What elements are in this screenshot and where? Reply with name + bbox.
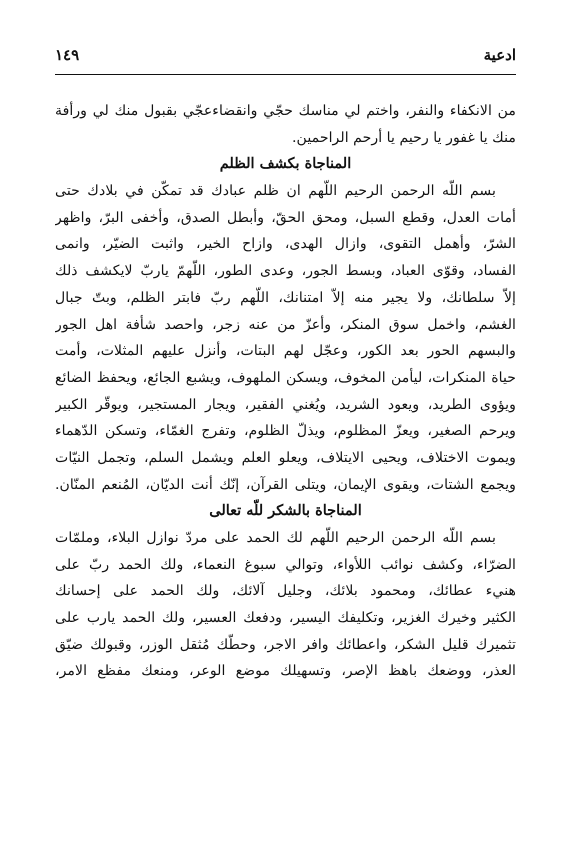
text-line: ويجمع الشتات، ويقوى الإيمان، ويتلى القرآن، إنّك أنت الديّان، المُنعم المنّان. xyxy=(55,476,516,493)
text-line: إلاّ سلطانك، ولا يجير منه إلاّ امتنانك، اللّهم ربّ فابتر الظلم، وبتّ جبال xyxy=(55,289,516,306)
text-line: منك يا غفور يا رحيم يا أرحم الراحمين. xyxy=(292,129,516,146)
text-line: الغشم، واخمل سوق المنكر، وأعزّ من عنه زجر، واحصد شأفة اهل الجور xyxy=(55,316,516,333)
text-line: الكثير وخيرك الغزير، وتكليفك اليسير، ودفعك العسير، ولك الحمد يارب على xyxy=(55,610,516,627)
text-line: الفساد، وقوّى العباد، وبسط الجور، وعدى الطور، اللّهمّ ياربّ لايكشف ذلك xyxy=(55,263,516,280)
text-line: من الانكفاء والنفر، واختم لي مناسك حجّي وانقضاءعجّي بقبول منك لي ورأفة xyxy=(55,103,516,119)
text-line: الشرّ، وأهمل التقوى، وازال الهدى، وازاح الخير، واثبت الضيّر، وانمى xyxy=(55,236,516,253)
page-number: ١٤٩ xyxy=(55,46,80,64)
text-line: هنيء عطائك، ومحمود بلائك، وجليل آلائك، ولك الحمد على إحسانك xyxy=(55,583,516,600)
text-line: الضرّاء، وكشف نوائب اللأواء، وتوالي سبوغ النعماء، ولك الحمد ربّ على xyxy=(55,556,516,573)
text-line: بسم اللّه الرحمن الرحيم اللّهم ان ظلم عبادك قد تمكّن في بلادك حتى xyxy=(55,183,496,200)
text-line: والبسهم الحور بعد الكور، وعجّل لهم البتات، وأنزل عليهم المثلات، وأمت xyxy=(55,343,516,360)
text-line: العذر، ووضعك باهظ الإصر، وتسهيلك موضع الوعر، ومنعك مفظع الامر، xyxy=(55,663,516,680)
text-line: بسم اللّه الرحمن الرحيم اللّهم لك الحمد على مردّ نوازل البلاء، وملمّات xyxy=(55,530,496,546)
section-heading: المناجاة بالشكر للّه تعالى xyxy=(209,502,362,520)
section-heading: المناجاة بكشف الظلم xyxy=(219,155,352,173)
header-rule xyxy=(55,74,516,75)
text-line: ويرحم الصغير، ويعزّ المظلوم، ويذلّ الظلوم، وتفرج الغمّاء، وتسكن الدّهماء xyxy=(55,423,516,440)
page-header xyxy=(55,46,516,72)
text-line: ويؤوى الطريد، ويعود الشريد، ويُغني الفقير، ويجار المستجير، ويوقّر الكبير xyxy=(55,396,516,413)
running-title: ادعية xyxy=(483,46,516,64)
text-line: أمات العدل، وقطع السبل، ومحق الحقّ، وأبطل الصدق، وأخفى البرّ، واظهر xyxy=(55,209,516,226)
text-line: حياة المنكرات، ليأمن المخوف، ويسكن الملهوف، ويشبع الجائع، ويحفظ الضائع xyxy=(55,369,516,386)
page-body xyxy=(55,98,516,685)
text-line: تثميرك قليل الشكر، واعطائك وافر الاجر، وحطّك مُثقل الوزر، وقبولك ضيّق xyxy=(55,636,516,653)
text-line: ويموت الاختلاف، ويحيى الايتلاف، ويعلو العلم ويشمل السلم، وتجمل النيّات xyxy=(55,449,516,466)
